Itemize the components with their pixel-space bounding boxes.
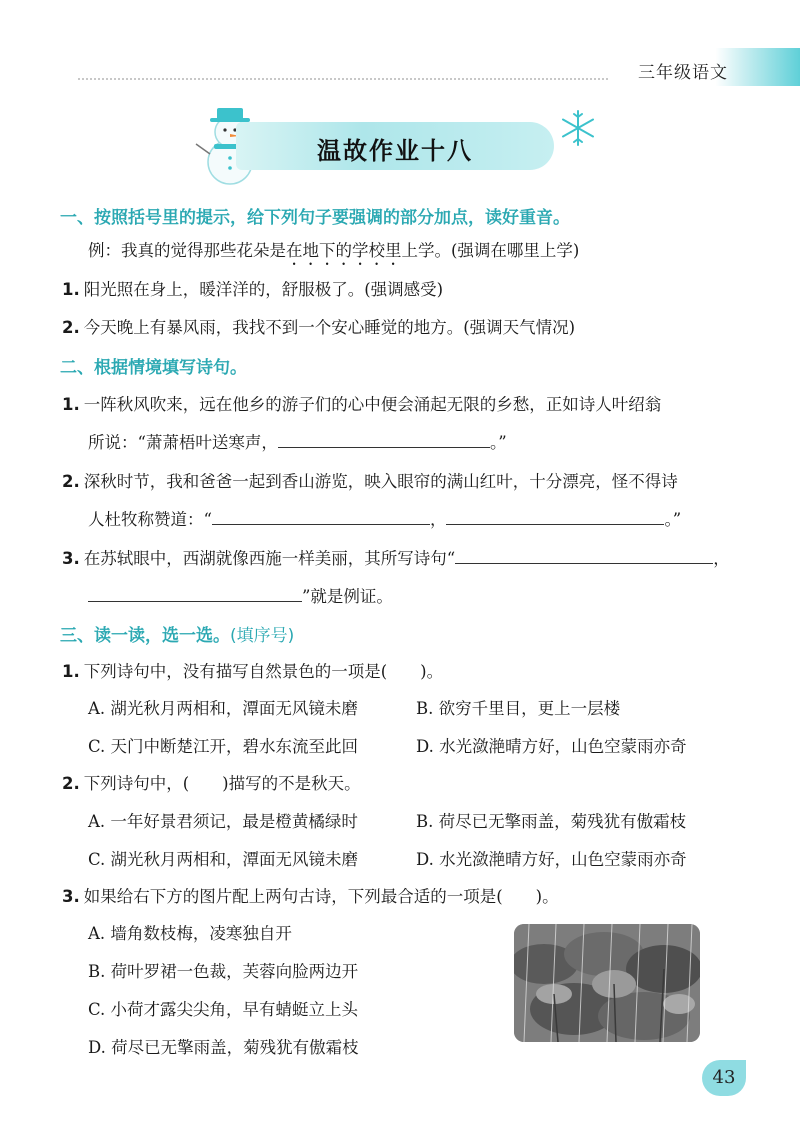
section2-heading: 二、根据情境填写诗句。 — [60, 358, 247, 378]
q-text: ”就是例证。 — [302, 587, 393, 606]
q-number: 1. — [62, 395, 80, 414]
q-number: 1. — [62, 662, 80, 681]
section2-q1-line1 — [62, 391, 661, 415]
option-c[interactable]: C. 小荷才露尖尖角，早有蜻蜓立上头 — [88, 1000, 359, 1019]
section3-q1 — [62, 658, 443, 682]
lotus-rain-photo — [514, 924, 700, 1042]
answer-blank[interactable] — [212, 507, 430, 525]
answer-blank[interactable] — [446, 507, 664, 525]
section1-q1 — [62, 276, 443, 300]
grade-label: 三年级语文 — [638, 63, 728, 83]
option-d[interactable]: D. 荷尽已无擎雨盖，菊残犹有傲霜枝 — [88, 1038, 359, 1057]
snowflake-icon — [558, 108, 598, 148]
q-text: 所说：“萧萧梧叶送寒声， — [88, 433, 278, 452]
page-number: 43 — [702, 1060, 746, 1096]
q-text: 在苏轼眼中，西湖就像西施一样美丽，其所写诗句“ — [83, 549, 456, 568]
option-b[interactable]: B. 荷叶罗裙一色裁，芙蓉向脸两边开 — [88, 962, 359, 981]
option-b[interactable]: B. 欲穷千里目，更上一层楼 — [416, 699, 621, 718]
option-a[interactable]: A. 湖光秋月两相和，潭面无风镜未磨 — [88, 699, 358, 718]
section2-q2-line1 — [62, 468, 678, 492]
section1-heading: 一、按照括号里的提示，给下列句子要强调的部分加点，读好重音。 — [60, 208, 570, 228]
section2-q3-line1 — [62, 545, 730, 569]
header-dotted-rule — [78, 78, 608, 80]
q-text[interactable]: 下列诗句中，没有描写自然景色的一项是( )。 — [83, 662, 444, 681]
option-d[interactable]: D. 水光潋滟晴方好，山色空蒙雨亦奇 — [416, 737, 687, 756]
answer-blank[interactable] — [88, 584, 302, 602]
example-suffix: 上学。(强调在哪里上学) — [401, 241, 580, 260]
q-text[interactable]: 如果给右下方的图片配上两句古诗，下列最合适的一项是( )。 — [83, 887, 559, 906]
option-c[interactable]: C. 天门中断楚江开，碧水东流至此回 — [88, 737, 359, 756]
q-number: 2. — [62, 318, 80, 337]
q-text[interactable]: 阳光照在身上，暖洋洋的，舒服极了。(强调感受) — [83, 280, 444, 299]
q-text: ， — [713, 549, 730, 568]
section2-q1-line2 — [88, 429, 507, 453]
answer-blank[interactable] — [278, 430, 490, 448]
q-text: ， — [429, 510, 447, 529]
q-text[interactable]: 下列诗句中，( )描写的不是秋天。 — [83, 774, 361, 793]
section3-heading-text: 三、读一读，选一选。 — [60, 626, 230, 646]
option-a[interactable]: A. 墙角数枝梅，凌寒独自开 — [88, 924, 292, 943]
section2-q3-line2 — [88, 583, 393, 607]
section3-heading — [60, 621, 294, 646]
q-text: 深秋时节，我和爸爸一起到香山游览，映入眼帘的满山红叶，十分漂亮，怪不得诗 — [83, 472, 678, 491]
lotus-photo-illustration — [514, 924, 700, 1042]
example-prefix: 例：我真的觉得那些花朵是 — [88, 241, 286, 260]
q-number: 1. — [62, 280, 80, 299]
option-b[interactable]: B. 荷尽已无擎雨盖，菊残犹有傲霜枝 — [416, 812, 687, 831]
option-c[interactable]: C. 湖光秋月两相和，潭面无风镜未磨 — [88, 850, 359, 869]
q-text: 。” — [664, 510, 682, 529]
section1-q2 — [62, 314, 575, 338]
section3-q2 — [62, 770, 361, 794]
q-text: 。” — [489, 433, 507, 452]
section3-heading-note: (填序号) — [230, 626, 295, 646]
example-emphasized: 在地下的学校里 — [286, 241, 402, 260]
q-number: 2. — [62, 774, 80, 793]
page-title: 温故作业十八 — [317, 137, 473, 165]
q-text: 人杜牧称赞道：“ — [88, 510, 212, 529]
section2-q2-line2 — [88, 506, 681, 530]
answer-blank[interactable] — [455, 546, 713, 564]
q-number: 3. — [62, 887, 80, 906]
section1-example — [88, 237, 579, 269]
section3-q3 — [62, 883, 559, 907]
q-number: 2. — [62, 472, 80, 491]
q-text[interactable]: 今天晚上有暴风雨，我找不到一个安心睡觉的地方。(强调天气情况) — [83, 318, 576, 337]
option-a[interactable]: A. 一年好景君须记，最是橙黄橘绿时 — [88, 812, 358, 831]
q-number: 3. — [62, 549, 80, 568]
option-d[interactable]: D. 水光潋滟晴方好，山色空蒙雨亦奇 — [416, 850, 687, 869]
q-text: 一阵秋风吹来，远在他乡的游子们的心中便会涌起无限的乡愁，正如诗人叶绍翁 — [83, 395, 662, 414]
